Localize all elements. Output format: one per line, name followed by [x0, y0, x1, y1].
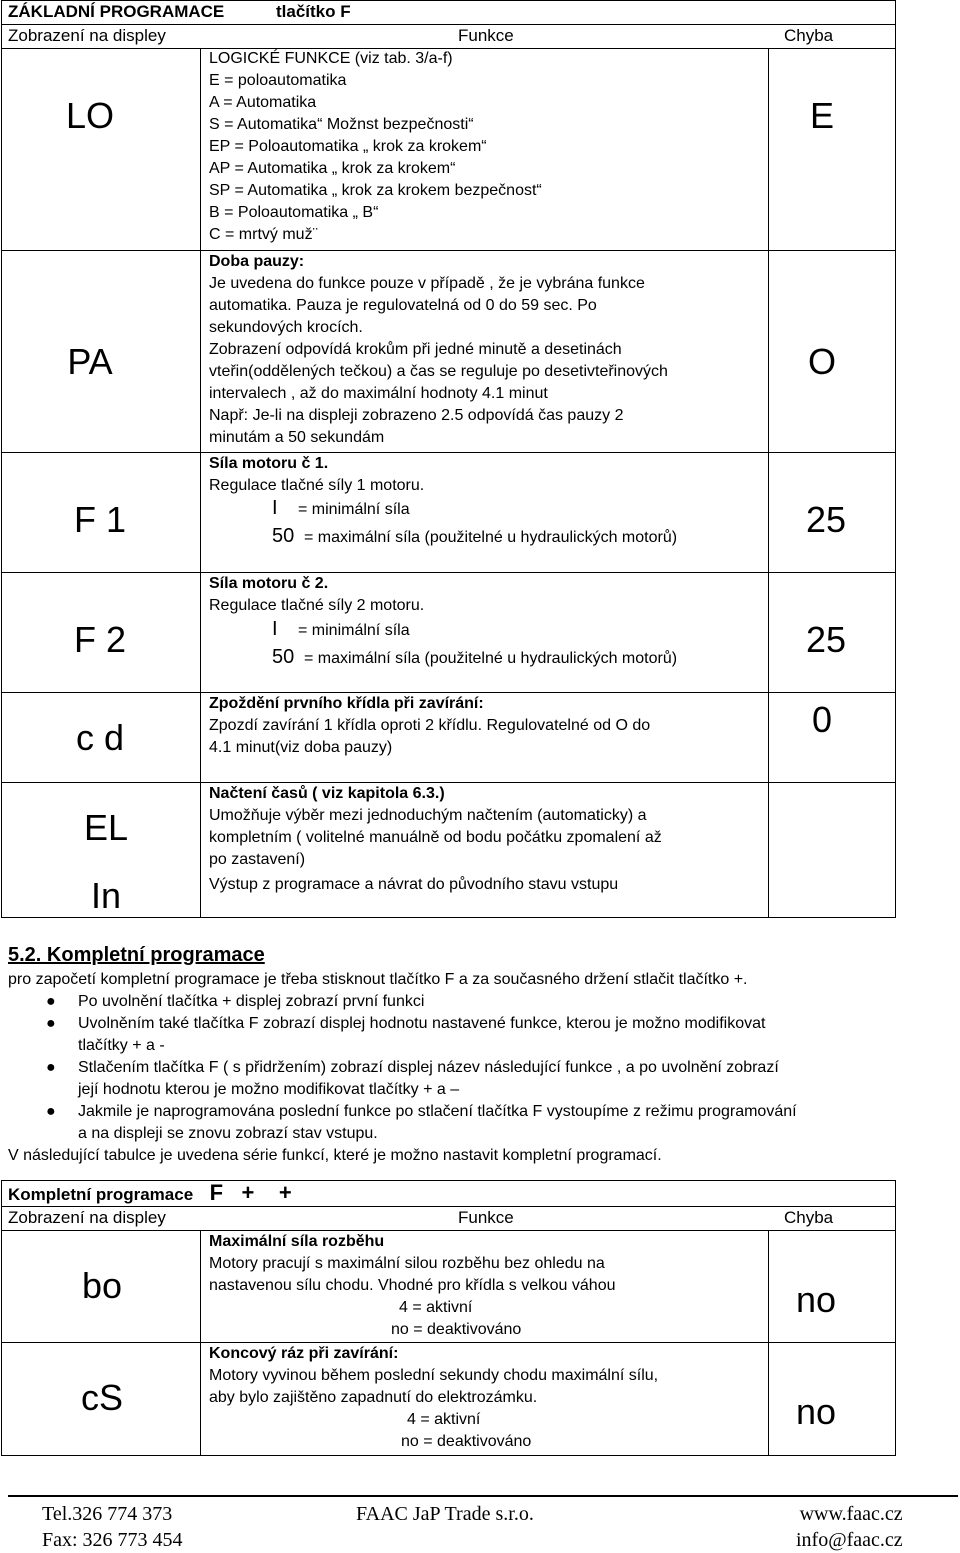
key-plus: +: [241, 1180, 255, 1205]
text-line: Motory vyvinou během poslední sekundy chodu maximální sílu,: [209, 1367, 659, 1384]
text-line: Regulace tlačné síly 1 motoru.: [209, 477, 425, 494]
function-text: [209, 874, 618, 896]
text-line: Zobrazení odpovídá krokům při jedné minutě a desetinách: [209, 341, 622, 358]
table-title: Kompletní programace: [8, 1185, 194, 1204]
text-line: její hodnotu kterou je možno modifikovat tlačítky + a –: [78, 1081, 460, 1098]
text-line: C = mrtvý muž¨: [209, 226, 318, 243]
display-code: EL: [83, 807, 129, 848]
text-line: Umožňuje výběr mezi jednoduchým načtením (automaticky) a: [209, 807, 647, 824]
option-value: I: [272, 618, 278, 640]
footer-company: FAAC JaP Trade s.r.o.: [356, 1503, 534, 1525]
text-line: minutám a 50 sekundám: [209, 429, 385, 446]
function-text: [209, 693, 650, 759]
key-plus: +: [278, 1180, 292, 1205]
text-line: po zastavení): [209, 851, 306, 868]
footer-links: [796, 1501, 903, 1553]
header-function: Funkce: [458, 26, 514, 45]
table-title-button: tlačítko F: [276, 2, 351, 21]
force-option-min: [272, 497, 410, 521]
display-code: c d: [75, 717, 125, 758]
section-complete-programming: [8, 943, 953, 1167]
error-value: no: [795, 1391, 837, 1432]
row-heading: Maximální síla rozběhu: [209, 1233, 385, 1250]
option-active: 4 = aktivní: [399, 1299, 473, 1316]
text-line: vteřin(oddělených tečkou) a čas se reguluje po desetivteřinových: [209, 363, 668, 380]
section-title: 5.2. Kompletní programace: [8, 944, 265, 966]
text-line: Zpozdí zavírání 1 křídla oproti 2 křídlu. Regulovatelné od O do: [209, 717, 651, 734]
text-line: EP = Poloautomatika „ krok za krokem“: [209, 138, 487, 155]
text-line: Je uvedena do funkce pouze v případě , že je vybrána funkce: [209, 275, 645, 292]
text-line: kompletním ( volitelné manuálně od bodu počátku zpomalení až: [209, 829, 662, 846]
key-f: F: [209, 1180, 224, 1205]
function-text: [209, 251, 668, 449]
row-heading: Zpoždění prvního křídla při zavírání:: [209, 695, 484, 712]
option-desc: = maximální síla (použitelné u hydraulických motorů): [304, 650, 678, 667]
display-code: LO: [65, 95, 115, 136]
list-item: ● Uvolněním také tlačítka F zobrazí displej hodnotu nastavené funkce, kterou je možno modifikovat tlačítky + a -: [8, 1013, 953, 1057]
text-line: tlačítky + a -: [78, 1037, 165, 1054]
list-item: ● Po uvolnění tlačítka + displej zobrazí první funkci: [8, 991, 953, 1013]
footer-contact: [42, 1501, 183, 1553]
text-line: LOGICKÉ FUNKCE (viz tab. 3/a-f): [209, 50, 453, 67]
row-heading: Koncový ráz při zavírání:: [209, 1345, 399, 1362]
text-line: Uvolněním také tlačítka F zobrazí displej hodnotu nastavené funkce, kterou je možno modifikovat: [78, 1015, 766, 1032]
force-option-max: [272, 525, 677, 549]
text-line: B = Poloautomatika „ B“: [209, 204, 379, 221]
header-function: Funkce: [458, 1208, 514, 1227]
option-desc: = maximální síla (použitelné u hydraulických motorů): [304, 529, 678, 546]
option-desc: = minimální síla: [298, 501, 410, 518]
function-text: [209, 1343, 658, 1453]
text-line: 4.1 minut(viz doba pauzy): [209, 739, 393, 756]
text-line: E = poloautomatika: [209, 72, 347, 89]
text-line: automatika. Pauza je regulovatelná od 0 do 59 sec. Po: [209, 297, 597, 314]
option-value: 50: [272, 525, 295, 547]
divider: [768, 48, 769, 918]
divider: [200, 48, 201, 918]
error-value: 25: [805, 619, 847, 660]
text-line: A = Automatika: [209, 94, 317, 111]
text-line: Např: Je-li na displeji zobrazeno 2.5 odpovídá čas pauzy 2: [209, 407, 624, 424]
function-text: [209, 453, 424, 497]
table-title-row: [8, 1182, 292, 1207]
force-option-max: [272, 646, 677, 670]
function-text: [209, 48, 542, 246]
option-active: 4 = aktivní: [407, 1411, 481, 1428]
display-code: cS: [80, 1377, 123, 1418]
text-line: Po uvolnění tlačítka + displej zobrazí první funkci: [78, 993, 425, 1010]
footer-web: www.faac.cz: [799, 1503, 903, 1525]
text-line: Jakmile je naprogramována poslední funkce po stlačení tlačítka F vystoupíme z režimu programování: [78, 1103, 797, 1120]
text-line: aby bylo zajištěno zapadnutí do elektrozámku.: [209, 1389, 538, 1406]
option-inactive: no = deaktivováno: [401, 1433, 532, 1450]
function-text: [209, 783, 662, 871]
header-error: Chyba: [784, 26, 834, 45]
footer-rule: [8, 1495, 958, 1497]
error-value: 25: [805, 499, 847, 540]
footer-tel: Tel.326 774 373: [42, 1503, 173, 1525]
text-line: Regulace tlačné síly 2 motoru.: [209, 597, 425, 614]
display-code: F 2: [73, 619, 126, 660]
text-line: intervalech , až do maximální hodnoty 4.1 minut: [209, 385, 548, 402]
error-value: 0: [811, 699, 833, 740]
text-line: Stlačením tlačítka F ( s přidržením) zobrazí displej název následující funkce , a po uvolnění zobrazí: [78, 1059, 779, 1076]
header-display: Zobrazení na displey: [8, 26, 166, 45]
function-text: [209, 573, 424, 617]
text-line: nastavenou sílu chodu. Vhodné pro křídla s velkou váhou: [209, 1277, 616, 1294]
footer-fax: Fax: 326 773 454: [42, 1529, 183, 1551]
list-item: ● Jakmile je naprogramována poslední funkce po stlačení tlačítka F vystoupíme z režimu programování a na displeji se znovu zobrazí stav vstupu.: [8, 1101, 953, 1145]
row-heading: Síla motoru č 1.: [209, 455, 329, 472]
header-error: Chyba: [784, 1208, 834, 1227]
text-line: SP = Automatika „ krok za krokem bezpečnost“: [209, 182, 542, 199]
row-heading: Načtení časů ( viz kapitola 6.3.): [209, 785, 445, 802]
option-inactive: no = deaktivováno: [391, 1321, 522, 1338]
divider: [1, 452, 896, 453]
table-title: ZÁKLADNÍ PROGRAMACE: [8, 2, 225, 21]
bullet-list: [8, 991, 953, 1145]
text-line: Motory pracují s maximální silou rozběhu bez ohledu na: [209, 1255, 605, 1272]
option-value: I: [272, 497, 278, 519]
list-item: ● Stlačením tlačítka F ( s přidržením) zobrazí displej název následující funkce , a po uvolnění zobrazí její hodnotu kterou je možno modifikovat tlačítky + a –: [8, 1057, 953, 1101]
section-outro: V následující tabulce je uvedena série funkcí, které je možno nastavit kompletní programací.: [8, 1147, 662, 1164]
function-text: [209, 1231, 616, 1341]
header-display: Zobrazení na displey: [8, 1208, 166, 1227]
error-value: O: [807, 341, 836, 382]
display-code: bo: [81, 1265, 123, 1306]
display-code: F 1: [73, 499, 126, 540]
text-line: sekundových krocích.: [209, 319, 363, 336]
error-value: E: [809, 95, 834, 136]
divider: [200, 1230, 201, 1456]
option-value: 50: [272, 646, 295, 668]
text-line: Výstup z programace a návrat do původního stavu vstupu: [209, 876, 619, 893]
text-line: AP = Automatika „ krok za krokem“: [209, 160, 456, 177]
text-line: S = Automatika“ Možnst bezpečnosti“: [209, 116, 474, 133]
display-code: In: [90, 875, 122, 916]
divider: [1, 572, 896, 573]
row-heading: Doba pauzy:: [209, 253, 305, 270]
footer-email: info@faac.cz: [796, 1529, 903, 1551]
force-option-min: [272, 618, 410, 642]
option-desc: = minimální síla: [298, 622, 410, 639]
error-value: no: [795, 1279, 837, 1320]
row-heading: Síla motoru č 2.: [209, 575, 329, 592]
section-intro: pro započetí kompletní programace je třeba stisknout tlačítko F a za současného držení stlačit tlačítko +.: [8, 971, 748, 988]
display-code: PA: [67, 341, 113, 382]
text-line: a na displeji se znovu zobrazí stav vstupu.: [78, 1125, 378, 1142]
